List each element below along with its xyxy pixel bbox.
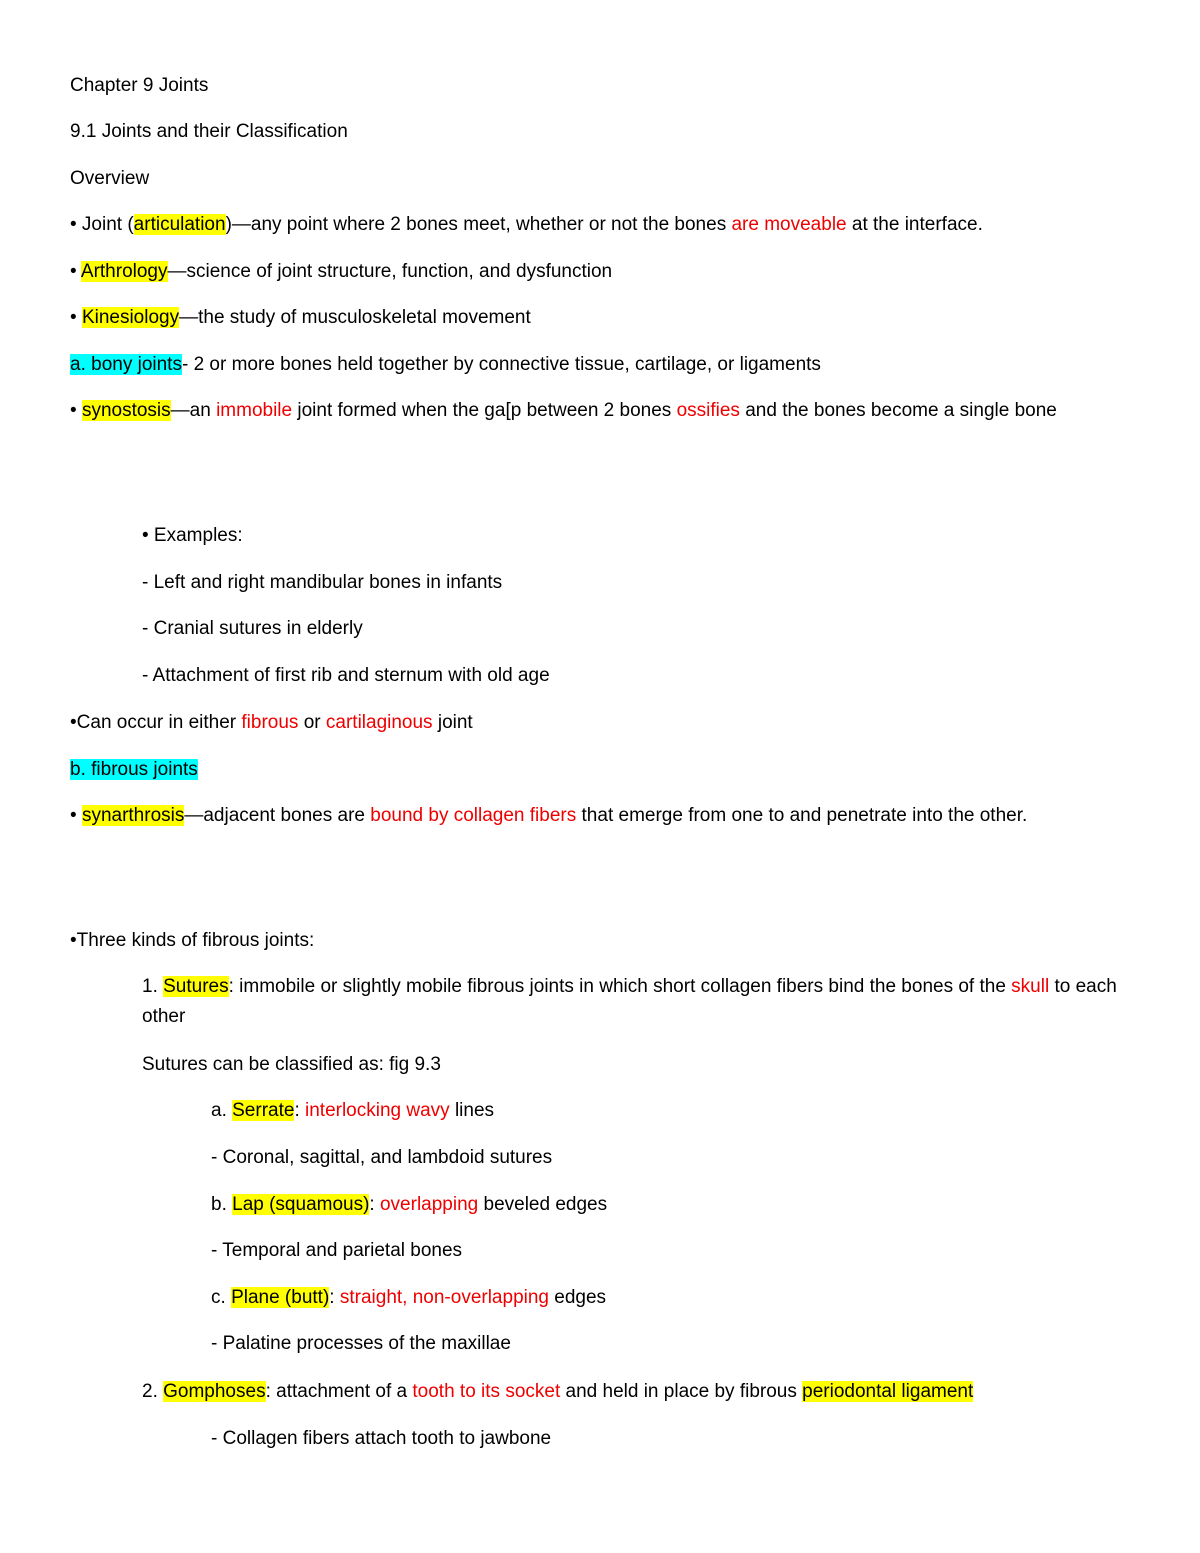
text: : xyxy=(329,1287,340,1308)
arthrology-definition xyxy=(70,257,1140,287)
emphasis-text: overlapping xyxy=(379,1194,479,1215)
text: • xyxy=(70,307,82,328)
text: 1. xyxy=(142,976,164,997)
highlighted-heading: a. bony joints xyxy=(70,354,182,375)
emphasis-text: cartilaginous xyxy=(325,712,433,733)
text: • xyxy=(70,400,82,421)
example-item: - Attachment of first rib and sternum with old age xyxy=(142,665,550,686)
text: •Can occur in either xyxy=(70,712,242,733)
highlighted-term: Sutures xyxy=(163,976,229,997)
emphasis-text: skull xyxy=(1011,976,1050,997)
text: and held in place by fibrous xyxy=(560,1381,803,1402)
text: or xyxy=(298,712,326,733)
text: : immobile or slightly mobile fibrous joints in which short collagen fibers bind the bones of the xyxy=(228,976,1012,997)
chapter-title: Chapter 9 Joints xyxy=(70,75,209,96)
text: c. xyxy=(211,1287,232,1308)
three-kinds-heading: •Three kinds of fibrous joints: xyxy=(70,930,315,951)
emphasis-text: interlocking wavy xyxy=(305,1100,450,1121)
text: : attachment of a xyxy=(265,1381,413,1402)
highlighted-term: Plane (butt) xyxy=(231,1287,330,1308)
text: )—any point where 2 bones meet, whether or not the bones xyxy=(225,214,732,235)
emphasis-text: ossifies xyxy=(676,400,740,421)
kinesiology-definition xyxy=(70,303,1140,333)
sutures-definition xyxy=(142,972,1142,1032)
text: : xyxy=(369,1194,380,1215)
text: joint formed when the ga[p between 2 bones xyxy=(292,400,677,421)
highlighted-term: Serrate xyxy=(232,1100,295,1121)
synarthrosis-definition xyxy=(70,801,1140,831)
highlighted-term: Gomphoses xyxy=(163,1381,266,1402)
emphasis-text: straight, non-overlapping xyxy=(339,1287,549,1308)
highlighted-term: synostosis xyxy=(81,400,171,421)
sutures-classified: Sutures can be classified as: fig 9.3 xyxy=(142,1054,441,1075)
text: —adjacent bones are xyxy=(184,805,371,826)
gomphoses-example: - Collagen fibers attach tooth to jawbone xyxy=(211,1428,552,1449)
fibrous-joints-heading xyxy=(70,755,1140,785)
text: edges xyxy=(549,1287,607,1308)
lap-item xyxy=(211,1190,1141,1220)
text: —the study of musculoskeletal movement xyxy=(179,307,531,328)
text: beveled edges xyxy=(478,1194,608,1215)
example-item: - Left and right mandibular bones in infants xyxy=(142,572,503,593)
section-title: 9.1 Joints and their Classification xyxy=(70,121,348,142)
text: 2. xyxy=(142,1381,164,1402)
text: to each other xyxy=(142,976,1117,1027)
highlighted-heading: b. fibrous joints xyxy=(70,759,198,780)
text: at the interface. xyxy=(846,214,983,235)
serrate-item xyxy=(211,1096,1141,1126)
highlighted-term: Lap (squamous) xyxy=(232,1194,370,1215)
lap-example: - Temporal and parietal bones xyxy=(211,1240,463,1261)
can-occur-note xyxy=(70,708,1140,738)
text: a. xyxy=(211,1100,233,1121)
text: • xyxy=(70,805,82,826)
highlighted-term: periodontal ligament xyxy=(802,1381,974,1402)
highlighted-term: Kinesiology xyxy=(81,307,180,328)
emphasis-text: are moveable xyxy=(731,214,847,235)
overview-heading: Overview xyxy=(70,168,150,189)
example-item: - Cranial sutures in elderly xyxy=(142,618,363,639)
text: b. xyxy=(211,1194,233,1215)
text: and the bones become a single bone xyxy=(739,400,1057,421)
text: —science of joint structure, function, and dysfunction xyxy=(167,261,613,282)
emphasis-text: bound by collagen fibers xyxy=(370,805,577,826)
synostosis-definition xyxy=(70,396,1140,426)
plane-item xyxy=(211,1283,1141,1313)
text: • Joint ( xyxy=(70,214,134,235)
text: • xyxy=(70,261,81,282)
highlighted-term: Arthrology xyxy=(80,261,168,282)
text: lines xyxy=(449,1100,495,1121)
highlighted-term: articulation xyxy=(133,214,226,235)
emphasis-text: immobile xyxy=(216,400,293,421)
text: - 2 or more bones held together by connective tissue, cartilage, or ligaments xyxy=(181,354,821,375)
bony-joints-heading xyxy=(70,350,1140,380)
text: —an xyxy=(170,400,217,421)
text: that emerge from one to and penetrate into the other. xyxy=(576,805,1028,826)
gomphoses-definition xyxy=(142,1377,1142,1407)
emphasis-text: tooth to its socket xyxy=(412,1381,561,1402)
examples-label: • Examples: xyxy=(142,525,243,546)
text: : xyxy=(294,1100,305,1121)
emphasis-text: fibrous xyxy=(241,712,299,733)
joint-definition xyxy=(70,210,1140,240)
plane-example: - Palatine processes of the maxillae xyxy=(211,1333,511,1354)
highlighted-term: synarthrosis xyxy=(81,805,185,826)
serrate-example: - Coronal, sagittal, and lambdoid sutures xyxy=(211,1147,553,1168)
text: joint xyxy=(432,712,473,733)
